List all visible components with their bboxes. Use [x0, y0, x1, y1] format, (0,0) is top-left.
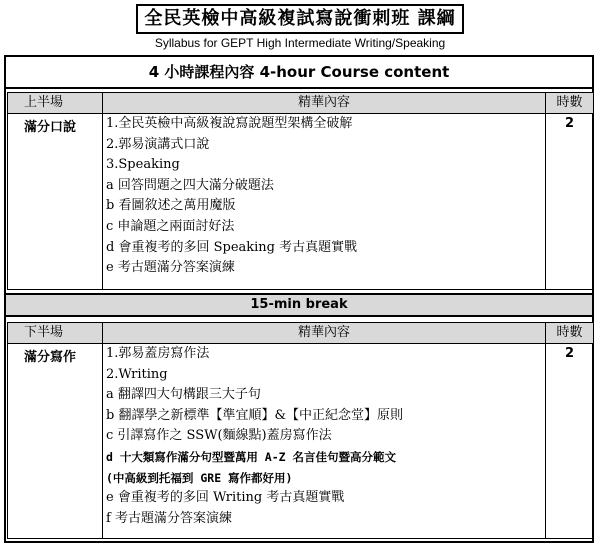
list-item: c 引譯寫作之 SSW(麵線點)蓋房寫作法: [106, 428, 332, 444]
content-header: 精華內容: [103, 93, 546, 114]
list-item: 2.郭易演講式口說: [106, 136, 210, 152]
speaking-row: [8, 114, 594, 290]
second-half-header: 下半場: [8, 323, 103, 344]
page-title: 全民英檢中高級複試寫說衝刺班 課綱: [136, 4, 463, 34]
list-item: d 十大類寫作滿分句型暨萬用 A-Z 名言佳句暨高分範文: [106, 449, 396, 464]
list-item: 1.全民英檢中高級複說寫說題型架構全破解: [106, 116, 353, 131]
break-bar: 15-min break: [4, 293, 594, 317]
page-subtitle: Syllabus for GEPT High Intermediate Writing/Speaking: [154, 36, 446, 50]
list-item: 1.郭易蓋房寫作法: [106, 346, 210, 361]
first-half-header: 上半場: [8, 93, 103, 114]
speaking-section-name: 滿分口說: [8, 114, 103, 290]
list-item: b 翻譯學之新標準【準宜順】&【中正紀念堂】原則: [106, 407, 404, 423]
first-half-header-row: [8, 93, 594, 114]
second-half-table: [7, 322, 594, 539]
writing-items: [103, 344, 546, 539]
writing-section-name: 滿分寫作: [8, 344, 103, 539]
writing-row: [8, 344, 594, 539]
hours-header: 時數: [546, 323, 594, 344]
list-item: f 考古題滿分答案演練: [106, 510, 232, 526]
list-item: (中高級到托福到 GRE 寫作都好用): [106, 470, 293, 485]
hours-header: 時數: [546, 93, 594, 114]
list-item: e 會重複考的多回 Writing 考古真題實戰: [106, 490, 345, 506]
list-item: a 回答問題之四大滿分破題法: [106, 177, 274, 193]
speaking-items: [103, 114, 546, 290]
list-item: b 看圖敘述之萬用魔版: [106, 198, 236, 214]
content-header: 精華內容: [103, 323, 546, 344]
writing-hours: 2: [546, 344, 594, 539]
list-item: e 考古題滿分答案演練: [106, 260, 235, 276]
second-half-header-row: [8, 323, 594, 344]
list-item: d 會重複考的多回 Speaking 考古真題實戰: [106, 239, 358, 255]
list-item: a 翻譯四大句構跟三大子句: [106, 387, 261, 403]
list-item: c 申論題之兩面討好法: [106, 218, 235, 234]
title-area: [0, 4, 600, 34]
course-content-bar: 4 小時課程內容 4-hour Course content: [4, 55, 594, 89]
first-half-table: [7, 92, 594, 290]
list-item: 3.Speaking: [106, 157, 180, 173]
list-item: 2.Writing: [106, 366, 168, 382]
speaking-hours: 2: [546, 114, 594, 290]
